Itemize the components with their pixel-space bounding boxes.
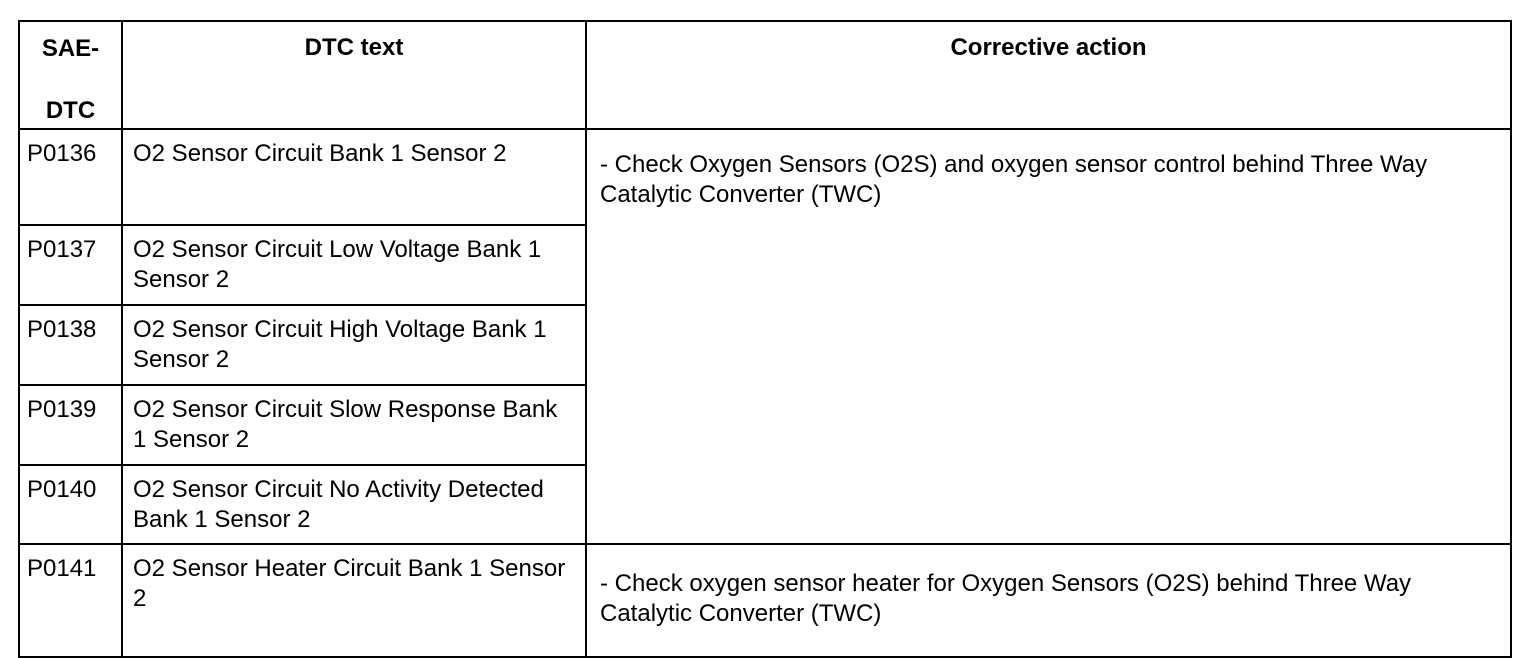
header-sae-dtc — [19, 21, 122, 129]
dtc-code: P0138 — [19, 305, 122, 385]
dtc-code: P0139 — [19, 385, 122, 465]
dtc-description: O2 Sensor Circuit Bank 1 Sensor 2 — [122, 129, 586, 225]
header-sae-dtc-line1: SAE- — [41, 35, 100, 62]
dtc-code: P0137 — [19, 225, 122, 305]
header-sae-dtc-line2: DTC — [45, 97, 96, 124]
header-corrective-action: Corrective action — [586, 21, 1511, 129]
dtc-description: O2 Sensor Circuit Low Voltage Bank 1 Sensor 2 — [122, 225, 586, 305]
dtc-code: P0140 — [19, 465, 122, 544]
table-row — [19, 129, 1511, 225]
dtc-description: O2 Sensor Circuit High Voltage Bank 1 Sensor 2 — [122, 305, 586, 385]
dtc-description: O2 Sensor Circuit No Activity Detected Bank 1 Sensor 2 — [122, 465, 586, 544]
dtc-code: P0136 — [19, 129, 122, 225]
dtc-description: O2 Sensor Heater Circuit Bank 1 Sensor 2 — [122, 544, 586, 657]
header-dtc-text: DTC text — [122, 21, 586, 129]
corrective-action: - Check Oxygen Sensors (O2S) and oxygen sensor control behind Three Way Catalytic Converter (TWC) — [586, 129, 1511, 544]
corrective-action: - Check oxygen sensor heater for Oxygen Sensors (O2S) behind Three Way Catalytic Converter (TWC) — [586, 544, 1511, 657]
table-row — [19, 544, 1511, 657]
dtc-description: O2 Sensor Circuit Slow Response Bank 1 Sensor 2 — [122, 385, 586, 465]
dtc-code: P0141 — [19, 544, 122, 657]
dtc-table — [18, 20, 1512, 658]
header-row — [19, 21, 1511, 129]
